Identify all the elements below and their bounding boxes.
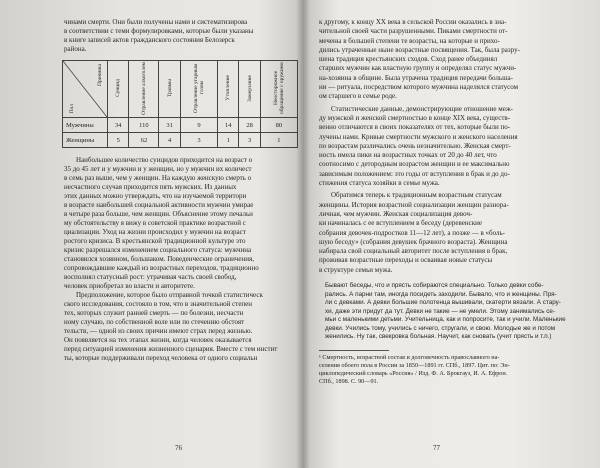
corner-label-sex: Пол: [69, 103, 75, 113]
text-line: этих данных можно утверждать, что на изучаемой территори: [64, 192, 247, 200]
text-line: по возрастам различались очень незначительно. Женская смерт-: [319, 141, 511, 150]
right-page: [303, 0, 600, 468]
page-number-right: 77: [433, 444, 440, 452]
text-line: циализации. Уход на жизни происходил у мужчин на возраст: [64, 228, 246, 236]
text-line: перед ситуацией изменения жизненного сценария. Вместе с тем инстит: [64, 345, 278, 353]
table-cell: 5: [108, 133, 129, 148]
text-line: му обстоятельству я вижу в советской практике возрастной с: [64, 219, 246, 227]
text-line: 35 до 45 лет и у мужчин и у женщин, но у мужчин их количест: [64, 165, 252, 173]
table-cell: 1: [218, 133, 239, 148]
quote-line: рались. А парни там, иногда посидеть заходили. Бывало, что и женщины. Пря-: [325, 290, 557, 298]
table-cell: 9: [180, 118, 217, 133]
ethnographic-quote: [319, 282, 580, 342]
footnote-divider: [319, 350, 389, 351]
table-header-row: [63, 61, 298, 118]
text-line: несчастного случая приходится пять мужских. Из данных: [64, 183, 237, 191]
text-line: района.: [64, 45, 87, 53]
row-label: Мужчины: [63, 118, 108, 133]
column-header: Неосторожное обращение с оружием: [260, 61, 297, 118]
table-cell: 4: [159, 133, 180, 148]
text-line: шую беседу» (собрания девушек брачного возраста). Женщина: [319, 237, 508, 246]
text-line: Предположение, которое было отправной точкой статистическ: [76, 291, 263, 299]
right-third-paragraph: [319, 191, 580, 275]
text-line: ского исследования, состояло в том, что в значительной степен: [64, 300, 253, 308]
text-line: проживая возрастные переходы и осваивая новые статусы: [319, 256, 493, 265]
text-line: стижения статуса хозяйки в семье мужа.: [319, 179, 440, 188]
text-line: ом старшего в семье роде.: [319, 92, 397, 101]
text-line: ному случаю, по собственной воле или по стечению обстоят: [64, 318, 245, 326]
table-corner-cell: [63, 61, 108, 118]
table-cell: 31: [159, 118, 180, 133]
quote-line: Бывают беседы, что и прясть собираются специально. Только девки собе-: [325, 282, 544, 290]
footnote-line: циклопедический словарь «Россия» / Изд. Ф. А. Брокгауз, И. А. Ефрон.: [319, 369, 508, 377]
text-line: венно отличаются в своих показателях от тех, которые были по-: [319, 123, 511, 132]
text-line: чительной своей части разрушенными. Пиками смертности от-: [319, 27, 508, 36]
text-line: женщины. История возрастной социализации женщин разнора-: [319, 200, 509, 209]
table-cell: 14: [218, 118, 239, 133]
text-line: ты, которые поддерживали переход человека от одного социальн: [64, 354, 258, 362]
text-line: кризис разрешался изменением социального статуса: мужчина: [64, 246, 252, 254]
footnote-line: СПб., 1898. С. 90—91.: [319, 377, 379, 385]
corner-label-causes: Причины: [97, 64, 103, 87]
text-line: к другому, к концу XX века в сельской России оказались в зна-: [319, 18, 507, 26]
footnote: [319, 354, 580, 386]
text-line: ность имела пики на возрастных точках от 20 до 40 лет, что: [319, 151, 497, 160]
row-label: Женщины: [63, 133, 108, 148]
text-line: Наибольшее количество суицидов приходится на возраст о: [76, 156, 253, 164]
text-line: дились утраченные ныне возрастные посвящения. Так, была разру-: [319, 45, 520, 54]
text-line: ни — ритуала, посредством которого мужчина наделялся статусом: [319, 83, 519, 92]
text-line: ки начиналась с ее вступлением в беседу (деревенские: [319, 219, 482, 228]
text-line: в семь раз выше, чем у женщин. На каждую женскую смерть о: [64, 174, 252, 182]
text-line: сопровождавшие каждый из возрастных переходов, традиционно: [64, 264, 259, 272]
text-line: становился хозяином, большаком. Поведенческие ограничения,: [64, 255, 254, 263]
column-header: Замерзание: [239, 61, 260, 118]
text-line: в соответствии с теми формулировками, которые были указаны: [64, 27, 254, 35]
text-line: чинами смерти. Они были получены нами и систематизирова: [64, 18, 248, 26]
quote-line: женились. Ну так, свекровка больная. Научит, как сновать (учит прясть и т.п.): [325, 333, 552, 341]
text-line: соотносимо с детородным возрастом женщин и ее максимально: [319, 160, 510, 169]
table-row: [63, 133, 298, 148]
text-line: в четыре раза больше, чем женщин. Объяснение этому печальн: [64, 210, 253, 218]
table-cell: 80: [260, 118, 297, 133]
table-cell: 110: [129, 118, 159, 133]
table-cell: 1: [260, 133, 297, 148]
text-line: человек приобретал во власти и авторитете.: [64, 282, 195, 290]
text-line: мечены в большей степени те возрасты, на которые и прихо-: [319, 36, 500, 45]
text-line: ду мужской и женской смертностью в конце XIX века, существ-: [319, 113, 511, 122]
table-cell: 62: [129, 133, 159, 148]
page-number-left: 76: [175, 444, 182, 452]
text-line: восполнял статусный рост: утрачивая часть своей свобод,: [64, 273, 237, 281]
text-line: старших мужчин как властную группу и определял статус мужчи-: [319, 64, 517, 73]
quote-line: ли с девками. А девки большие полотенца вышивали, скатерти вязали. А стару-: [325, 299, 561, 307]
text-line: зависимым положением: это годы от вступления в брак и до до-: [319, 169, 510, 178]
column-header: Утопление: [218, 61, 239, 118]
text-line: Он появляется на тех этапах жизни, когда человек оказывается: [64, 336, 252, 344]
text-line: в структуре семьи мужа.: [319, 265, 393, 274]
mortality-table: [62, 60, 298, 148]
text-line: набирала свой социальный авторитет после вступления в брак,: [319, 247, 508, 256]
column-header: Суицид: [108, 61, 129, 118]
text-line: Обратимся теперь к традиционным возрастным статусам: [331, 191, 502, 200]
column-header: Отравление угарным газом: [180, 61, 217, 118]
right-second-paragraph: [319, 105, 580, 189]
left-body-paragraph: [64, 156, 295, 363]
table-cell: 28: [239, 118, 260, 133]
text-line: тех, которых служит ранней смерть — по болезни, несчастн: [64, 309, 244, 317]
footnote-line: ¹ Смертность, возрастной состав и долговечность православного на-: [319, 353, 500, 361]
text-line: шена традиция крестьянских сходов. Сход ранее объединял: [319, 55, 498, 64]
text-line: ростого кризиса. В крестьянской традиционной культуре это: [64, 237, 246, 245]
text-line: на-хозяина в общине. Была утрачена традиция передачи больша-: [319, 73, 513, 82]
text-line: личная, чем мужчин. Женская социализация девоч-: [319, 209, 473, 218]
text-line: Статистические данные, демонстрирующие отношение меж-: [331, 104, 513, 113]
column-header: Травмы: [159, 61, 180, 118]
table-cell: 34: [108, 118, 129, 133]
table-cell: 3: [239, 133, 260, 148]
text-line: в книге записей актов гражданского состояния Белозерск: [64, 36, 235, 44]
column-header: Отравление алкоголем: [129, 61, 159, 118]
text-line: в возрасте наибольшей социальной активности мужчин умирае: [64, 201, 254, 209]
text-line: лучены нами. Кривые смертности мужского и женского населения: [319, 132, 518, 141]
text-line: собрания девочек-подростков 11—12 лет), а позже — в «боль-: [319, 228, 506, 237]
quote-line: мьи с маленькими детьми. Учительница, как и попросите, так и учили. Маленькие: [325, 316, 566, 324]
footnote-line: селения обоего пола в России за 1850—1891 гг. СПб., 1897. Цит. по: Эн-: [319, 361, 510, 369]
table-cell: 3: [180, 133, 217, 148]
quote-line: девки. Учились тому, учились с ничего, стругали, и свою. Молодые же и потом: [325, 324, 556, 332]
quote-line: хи, даже эти придут да тут. Девки не такие — не умели. Этому занимались се-: [325, 307, 555, 315]
table-row: [63, 118, 298, 133]
book-gutter: [296, 0, 310, 468]
left-top-paragraph: [64, 18, 295, 54]
right-first-paragraph: [319, 18, 580, 102]
text-line: тельств, — одной из своих причин имеют страх перед жизнью.: [64, 327, 253, 335]
